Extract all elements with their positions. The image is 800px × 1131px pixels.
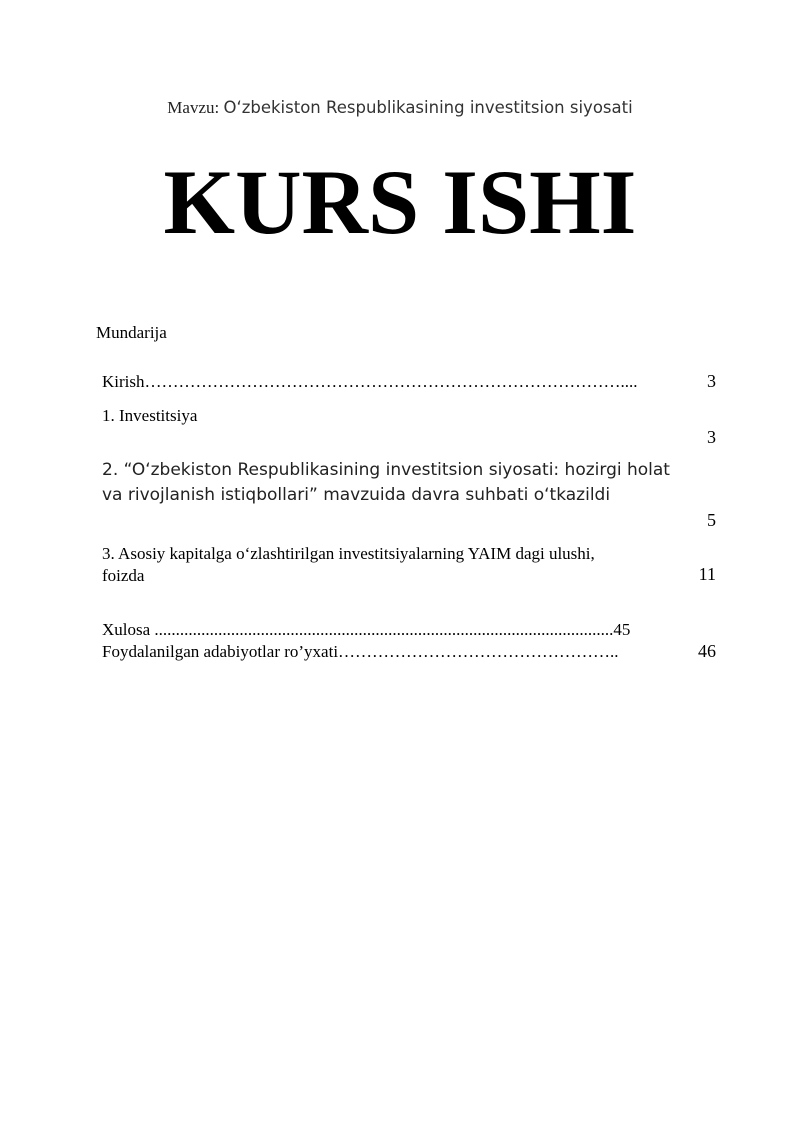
toc-entry-asosiy-kapital bbox=[102, 543, 716, 589]
toc-entry-page: 3 bbox=[707, 427, 716, 447]
toc-entry-davra-suhbati bbox=[102, 458, 716, 530]
toc-entry-text: 1. Investitsiya bbox=[102, 406, 198, 425]
topic-text: O‘zbekiston Respublikasining investitsion siyosati bbox=[223, 98, 633, 117]
document-title: KURS ISHI bbox=[163, 151, 637, 253]
toc-entry-text: Foydalanilgan adabiyotlar ro’yxati………………………………………….. bbox=[102, 642, 619, 661]
toc-entry-text-line2: foizda bbox=[102, 566, 145, 585]
toc-entry-xulosa bbox=[102, 619, 690, 641]
toc-heading: Mundarija bbox=[96, 323, 167, 342]
toc-entry-page: 3 bbox=[707, 371, 716, 391]
toc-entry-text-line1: 3. Asosiy kapitalga o‘zlashtirilgan investitsiyalarning YAIM dagi ulushi, bbox=[102, 544, 595, 563]
toc-entry-text-block bbox=[102, 458, 670, 508]
topic-label: Mavzu: bbox=[167, 98, 224, 117]
toc-entry-page: 46 bbox=[698, 641, 716, 661]
toc-entry-investitsiya bbox=[102, 405, 716, 449]
toc-entry-text: Kirish………………………………………………………………………….... bbox=[102, 372, 638, 391]
toc-entry-page: 11 bbox=[698, 564, 716, 584]
toc-entry-kirish bbox=[102, 371, 716, 395]
toc-entry-page: 5 bbox=[707, 510, 716, 530]
toc-entry-text-block bbox=[102, 543, 595, 587]
toc-entry-text: Xulosa ............................................................................................................45 bbox=[102, 620, 631, 639]
toc-entry-adabiyotlar bbox=[102, 641, 716, 665]
topic-line bbox=[0, 98, 800, 118]
toc-entry-text-line1: 2. “O‘zbekiston Respublikasining investitsion siyosati: hozirgi holat bbox=[102, 460, 670, 480]
toc-entry-text-line2: va rivojlanish istiqbollari” mavzuida davra suhbati o‘tkazildi bbox=[102, 485, 611, 505]
